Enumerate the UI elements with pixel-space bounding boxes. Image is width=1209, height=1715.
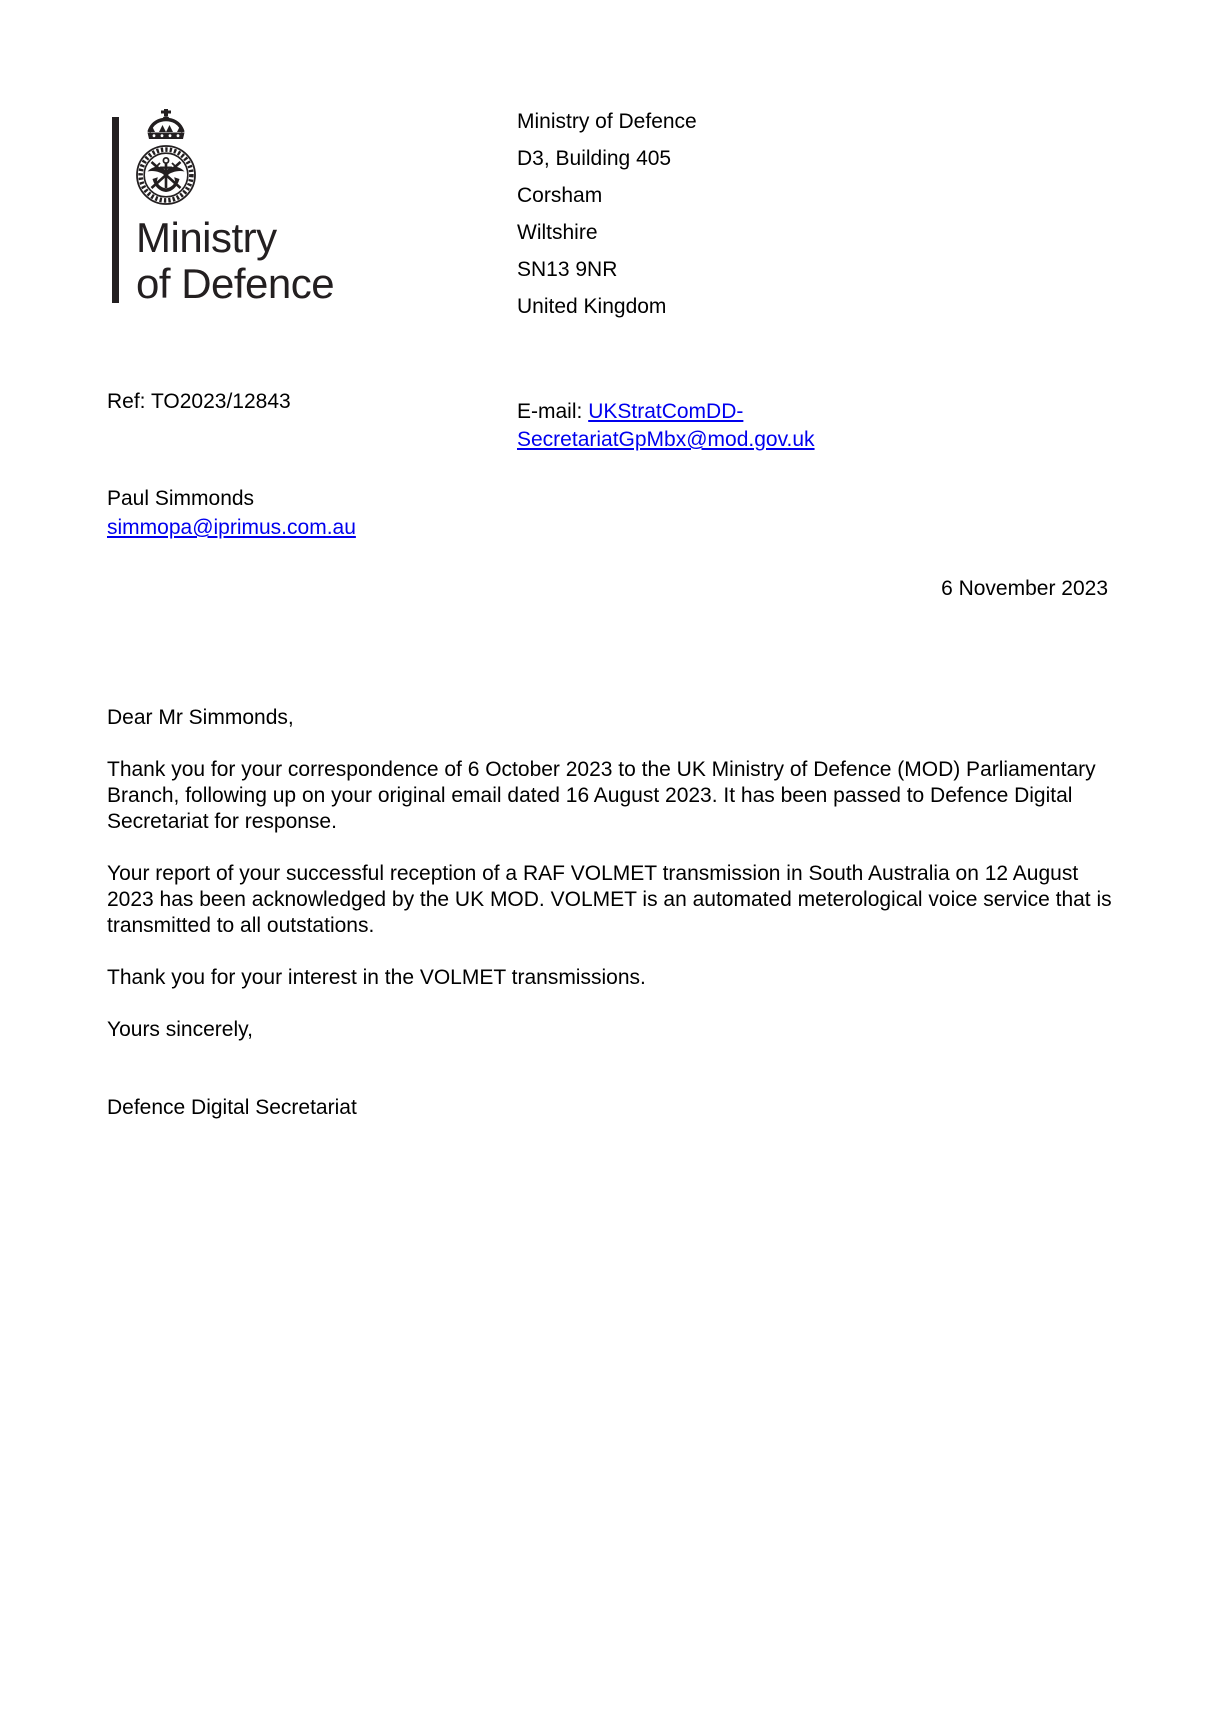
logo-vertical-bar (112, 117, 119, 303)
logo-wordmark-line2: of Defence (136, 260, 335, 307)
salutation: Dear Mr Simmonds, (107, 706, 294, 729)
body-paragraph-3: Thank you for your interest in the VOLMET transmissions. (107, 966, 646, 989)
body-paragraph-2: Your report of your successful reception of a RAF VOLMET transmission in South Australia on 12 August 2023 has been acknowledged by the UK MOD. VOLMET is an automated meterological voice service that is transmitted to all outstations. (107, 862, 1112, 937)
address-line-country: United Kingdom (517, 295, 667, 318)
signature: Defence Digital Secretariat (107, 1096, 357, 1119)
sender-email-block (517, 398, 847, 454)
logo-wordmark (136, 215, 334, 307)
address-line-town: Corsham (517, 184, 603, 207)
logo-wordmark-line1: Ministry (136, 214, 277, 261)
closing: Yours sincerely, (107, 1018, 253, 1041)
mod-crest-icon (134, 109, 198, 209)
letter-date: 6 November 2023 (941, 577, 1108, 600)
sender-address-block (517, 103, 697, 325)
body-paragraph-1: Thank you for your correspondence of 6 October 2023 to the UK Ministry of Defence (MOD) Parliamentary Branch, following up on your original email dated 16 August 2023. It has been passed to Defence Digital Secretariat for response. (107, 758, 1096, 833)
sender-email-line2: SecretariatGpMbx@mod.gov.uk (517, 428, 815, 451)
recipient-block (107, 484, 356, 542)
email-label: E-mail: (517, 400, 589, 423)
address-line-county: Wiltshire (517, 221, 598, 244)
address-line-building: D3, Building 405 (517, 147, 672, 170)
recipient-name: Paul Simmonds (107, 487, 255, 510)
letter-body (107, 705, 1117, 1147)
reference-number: Ref: TO2023/12843 (107, 390, 291, 413)
address-line-org: Ministry of Defence (517, 110, 697, 133)
recipient-email-link[interactable]: simmopa@iprimus.com.au (107, 516, 356, 539)
sender-email-line1: UKStratComDD- (588, 400, 744, 423)
address-line-postcode: SN13 9NR (517, 258, 618, 281)
